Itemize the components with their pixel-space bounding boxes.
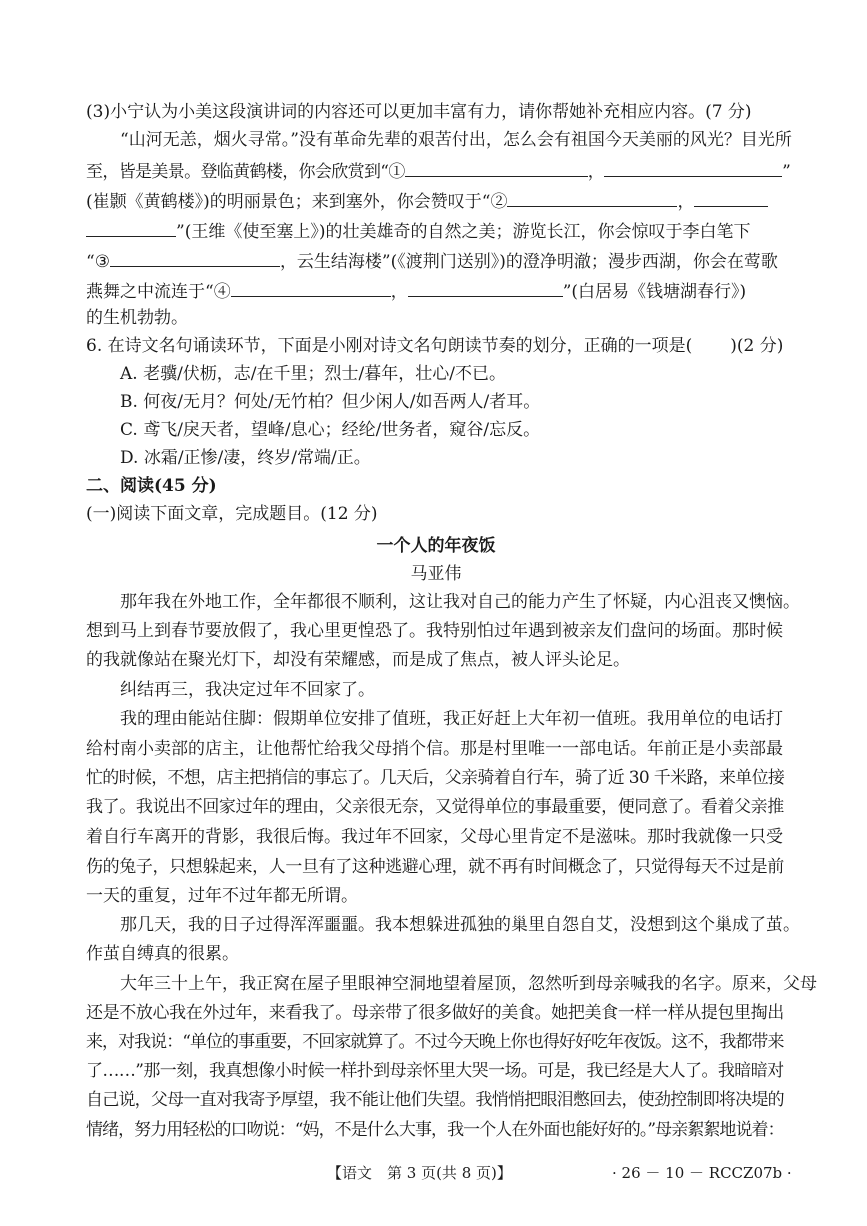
article-line: 来，对我说：“单位的事重要，不回家就算了。不过今天晚上你也得好好吃年夜饭。这不，我都带来: [86, 1032, 784, 1052]
article-line: 大年三十上午，我正窝在屋子里眼神空洞地望着屋顶，忽然听到母亲喊我的名字。原来，父母: [120, 974, 817, 994]
article-line: 情绪，努力用轻松的口吻说：“妈，不是什么大事，我一个人在外面也能好好的。”母亲絮絮地说着：: [86, 1120, 784, 1140]
answer-blank-4a[interactable]: [231, 278, 391, 297]
subsection-heading: (一)阅读下面文章，完成题目。(12 分): [86, 504, 378, 524]
article-line: 自己说，父母一直对我寄予厚望，我不能让他们失望。我悄悄把眼泪憋回去，使劲控制即将决堤的: [86, 1090, 784, 1110]
option-b: B. 何夜/无月？何处/无竹柏？但少闲人/如吾两人/者耳。: [120, 392, 541, 412]
answer-blank-2b-start[interactable]: [694, 188, 768, 207]
section-heading: 二、阅读(45 分): [86, 476, 217, 496]
question-6-stem: 6. 在诗文名句诵读环节，下面是小刚对诗文名句朗读节奏的划分，正确的一项是( )(2 分): [86, 336, 784, 356]
article-line: 了……”那一刻，我真想像小时候一样扑到母亲怀里大哭一场。可是，我已经是大人了。我暗暗对: [86, 1061, 784, 1081]
answer-blank-1b[interactable]: [604, 158, 782, 177]
article-line: 的我就像站在聚光灯下，却没有荣耀感，而是成了焦点，被人评头论足。: [86, 650, 630, 670]
article-line: 想到马上到春节要放假了，我心里更惶恐了。我特别怕过年遇到被亲友们盘问的场面。那时候: [86, 621, 783, 641]
article-line: 那年我在外地工作，全年都很不顺利，这让我对自己的能力产生了怀疑，内心沮丧又懊恼。: [120, 592, 800, 612]
speech-text-line: (崔颢《黄鹤楼》)的明丽景色；来到塞外，你会赞叹于“② ，: [86, 188, 786, 212]
option-c: C. 鸢飞/戾天者，望峰/息心；经纶/世务者，窥谷/忘反。: [120, 420, 541, 440]
article-title: 一个人的年夜饭: [376, 536, 496, 556]
speech-text-line: “③ ，云生结海楼”(《渡荆门送别》)的澄净明澈；漫步西湖，你会在莺歌: [86, 248, 786, 272]
article-line: 着自行车离开的背影，我很后悔。我过年不回家，父母心里肯定不是滋味。那时我就像一只受: [86, 827, 783, 847]
article-line: 给村南小卖部的店主，让他帮忙给我父母捎个信。那是村里唯一一部电话。年前正是小卖部最: [86, 739, 783, 759]
speech-text-line: 至，皆是美景。登临黄鹤楼，你会欣赏到“① ， ”: [86, 158, 786, 182]
speech-text-line: “山河无恙，烟火寻常。”没有革命先辈的艰苦付出，怎么会有祖国今天美丽的风光？目光所: [120, 130, 792, 150]
option-a: A. 老骥/伏枥，志/在千里；烈士/暮年，壮心/不已。: [120, 364, 506, 384]
answer-blank-4b[interactable]: [408, 278, 563, 297]
speech-text-line: ”(王维《使至塞上》)的壮美雄奇的自然之美；游览长江，你会惊叹于李白笔下: [86, 218, 786, 242]
answer-blank-3[interactable]: [110, 248, 280, 267]
answer-blank-2b-end[interactable]: [86, 218, 176, 237]
speech-text-line: 燕舞之中流连于“④ ， ”(白居易《钱塘湖春行》): [86, 278, 786, 302]
article-line: 我了。我说出不回家过年的理由，父亲很无奈，又觉得单位的事最重要，便同意了。看着父亲推: [86, 797, 784, 817]
article-line: 纠结再三，我决定过年不回家了。: [120, 680, 375, 700]
article-line: 忙的时候，不想，店主把捎信的事忘了。几天后，父亲骑着自行车，骑了近 30 千米路，来单位接: [86, 768, 785, 788]
answer-blank-1a[interactable]: [405, 158, 588, 177]
exam-code: · 26 － 10 － RCCZ07b ·: [612, 1164, 792, 1182]
option-d: D. 冰霜/正惨/凄，终岁/常端/正。: [120, 448, 371, 468]
article-author: 马亚伟: [410, 564, 462, 584]
page-footer-label: 【语文 第 3 页(共 8 页)】: [327, 1164, 512, 1182]
article-line: 还是不放心我在外过年，来看我了。母亲带了很多做好的美食。她把美食一样一样从提包里掏出: [86, 1003, 784, 1023]
article-line: 我的理由能站住脚：假期单位安排了值班，我正好赶上大年初一值班。我用单位的电话打: [120, 709, 783, 729]
answer-blank-2a[interactable]: [507, 188, 677, 207]
speech-text-line: 的生机勃勃。: [86, 308, 188, 328]
article-line: 伤的兔子，只想躲起来，人一旦有了这种逃避心理，就不再有时间概念了，只觉得每天不过是前: [86, 857, 784, 877]
article-line: 作茧自缚真的很累。: [86, 944, 239, 964]
article-line: 一天的重复，过年不过年都无所谓。: [86, 886, 358, 906]
article-line: 那几天，我的日子过得浑浑噩噩。我本想躲进孤独的巢里自怨自艾，没想到这个巢成了茧。: [120, 915, 800, 935]
question-5-3-prompt: (3)小宁认为小美这段演讲词的内容还可以更加丰富有力，请你帮她补充相应内容。(7 分): [86, 102, 752, 122]
